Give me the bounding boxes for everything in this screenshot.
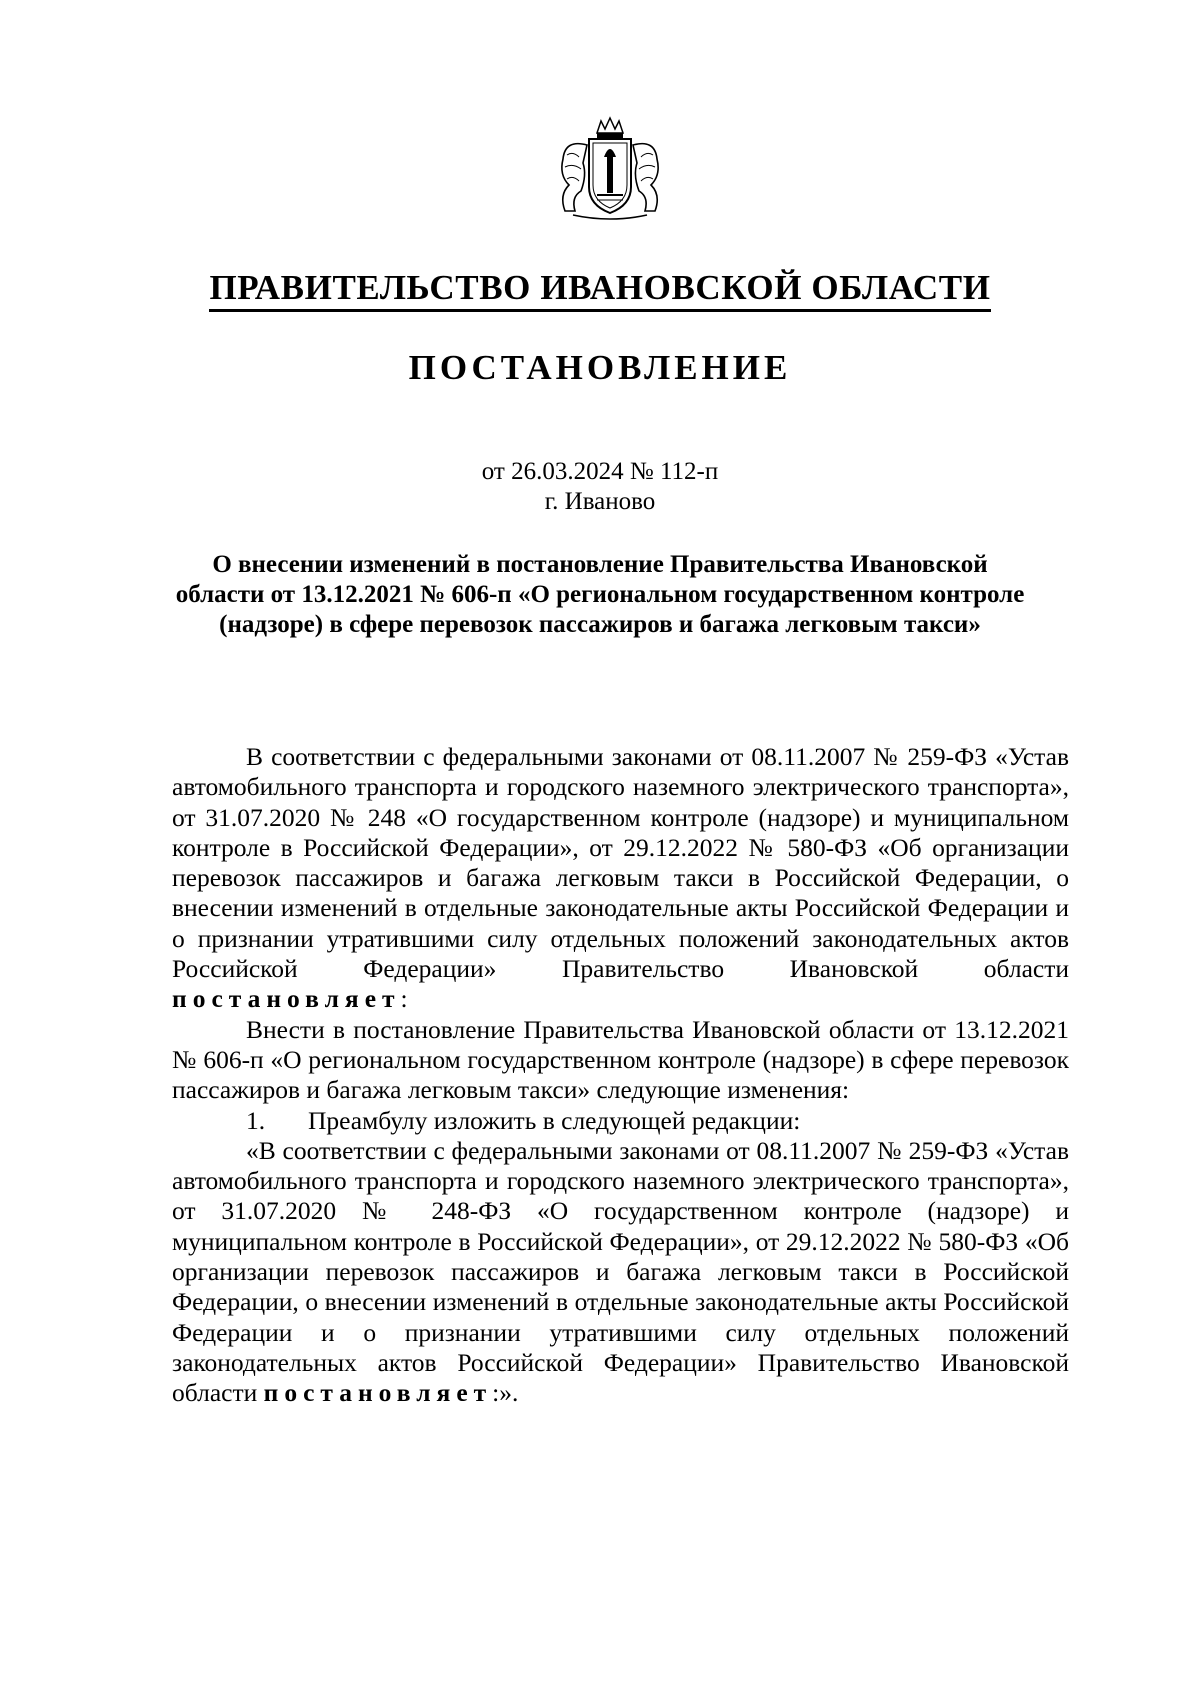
resolves-word: постановляет xyxy=(263,1378,493,1408)
date-and-number: от 26.03.2024 № 112-п xyxy=(481,458,719,485)
paragraph-new-preamble xyxy=(172,1136,1069,1409)
paragraph-preamble-text: В соответствии с федеральными законами от 08.11.2007 № 259-ФЗ «Устав автомобильного транспорта и городского наземного электрического транспорта», от 31.07.2020 № 248 «О государственном контроле (надзоре) и муниципальном контроле в Российской Федерации», от 29.12.2022 № 580-ФЗ «Об организации перевозок пассажиров и багажа легковым такси в Российской Федерации, о внесении изменений в отдельные законодательные акты Российской Федерации и о признании утратившими силу отдельных положений законодательных актов Российской Федерации» Правительство Ивановской области xyxy=(172,742,1069,984)
document-subject: О внесении изменений в постановление Правительства Ивановской области от 13.12.2021 № 606-п «О региональном государственном контроле (надзоре) в сфере перевозок пассажиров и багажа легковым такси» xyxy=(175,551,1025,638)
list-item-number: 1. xyxy=(246,1105,266,1135)
coat-of-arms-icon xyxy=(545,115,675,225)
government-title xyxy=(150,268,1050,308)
document-type: ПОСТАНОВЛЕНИЕ xyxy=(408,348,792,387)
paragraph-preamble-end: : xyxy=(400,984,408,1014)
government-title-text: ПРАВИТЕЛЬСТВО ИВАНОВСКОЙ ОБЛАСТИ xyxy=(209,268,990,312)
paragraph-new-preamble-text: «В соответствии с федеральными законами от 08.11.2007 № 259-ФЗ «Устав автомобильного транспорта и городского наземного электрического транспорта», от 31.07.2020 № 248-ФЗ «О государственном контроле (надзоре) и муниципальном контроле в Российской Федерации», от 29.12.2022 № 580-ФЗ «Об организации перевозок пассажиров и багажа легковым такси в Российской Федерации, о внесении изменений в отдельные законодательные акты Российской Федерации и о признании утратившими силу отдельных положений законодательных актов Российской Федерации» Правительство Ивановской области xyxy=(172,1135,1069,1408)
paragraph-preamble xyxy=(172,742,1069,1015)
paragraph-amend: Внести в постановление Правительства Ивановской области от 13.12.2021 № 606-п «О региональном государственном контроле (надзоре) в сфере перевозок пассажиров и багажа легковым такси» следующие изменения: xyxy=(172,1014,1069,1105)
resolves-word: постановляет xyxy=(172,984,401,1014)
document-body xyxy=(172,742,1069,1409)
list-item xyxy=(172,1106,1069,1136)
list-item-text: Преамбулу изложить в следующей редакции: xyxy=(308,1105,801,1135)
city: г. Иваново xyxy=(544,488,656,515)
paragraph-new-preamble-end: :». xyxy=(492,1378,519,1408)
